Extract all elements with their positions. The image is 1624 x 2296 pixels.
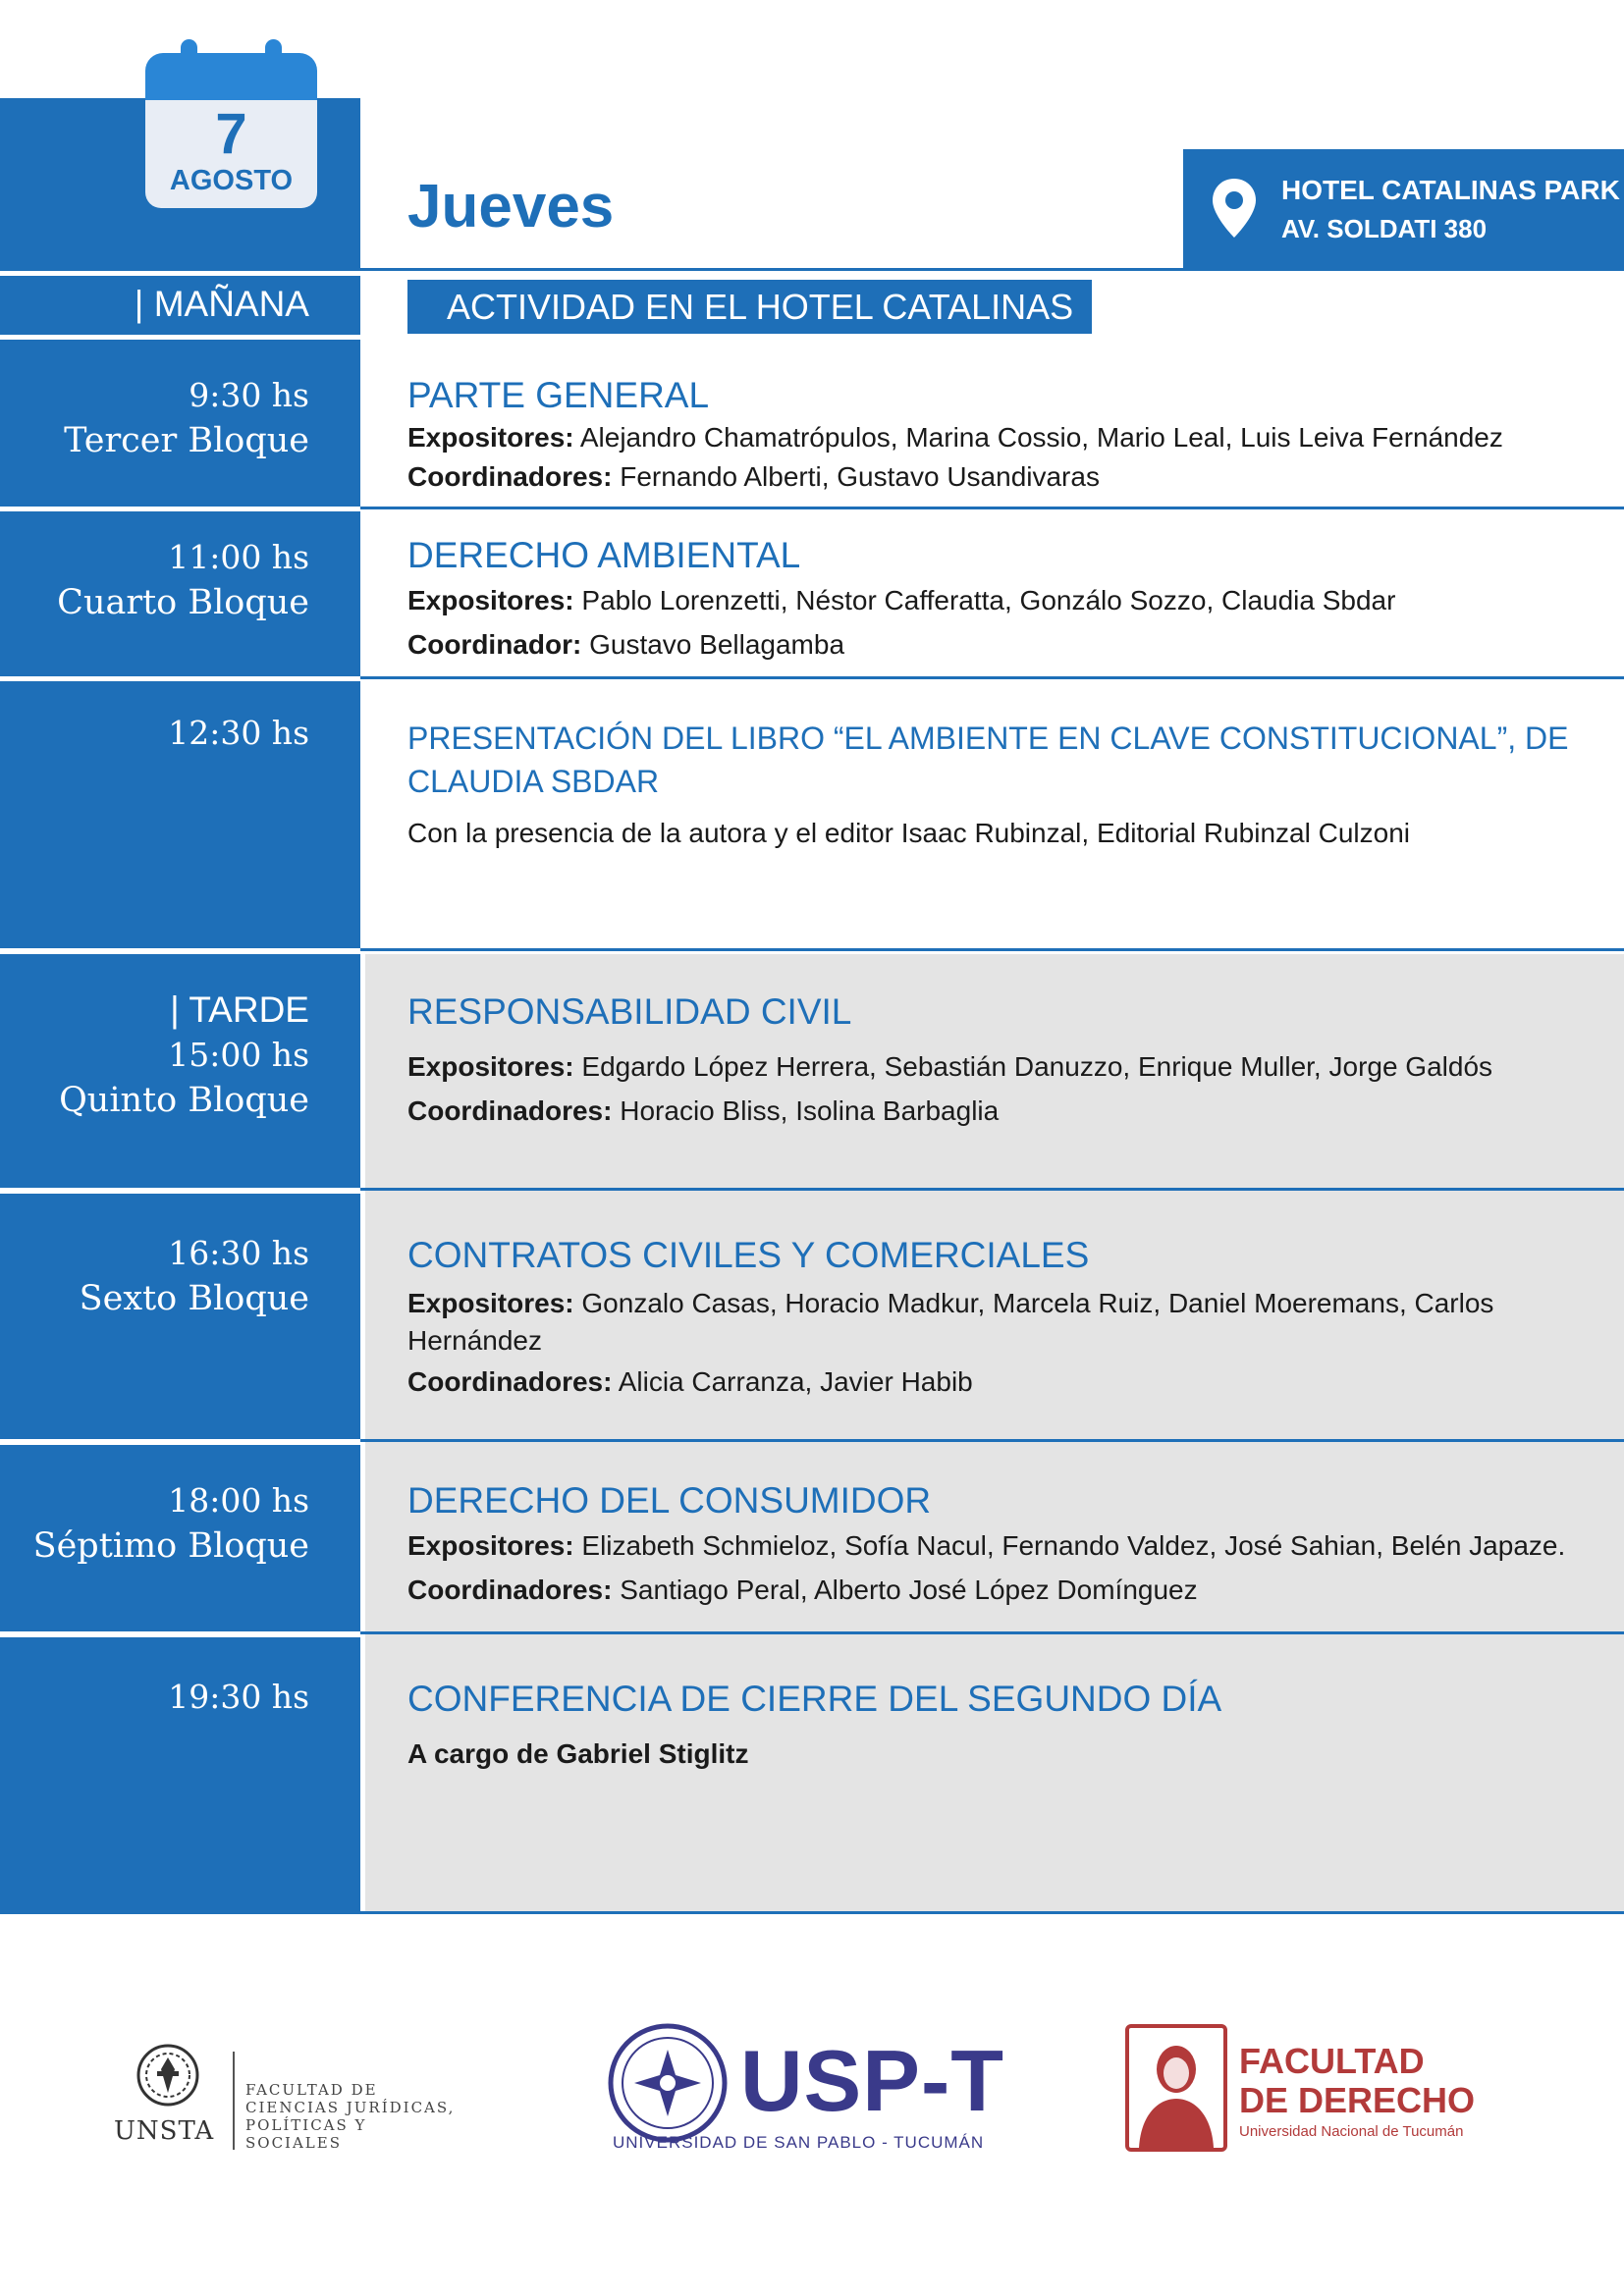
coordinators: Fernando Alberti, Gustavo Usandivaras	[620, 461, 1100, 492]
coordinators: Horacio Bliss, Isolina Barbaglia	[620, 1095, 1000, 1126]
speakers-label: Expositores:	[407, 1288, 574, 1318]
left-gap	[0, 1188, 360, 1194]
calendar-day: 7	[215, 102, 247, 166]
block-content-7	[407, 1677, 1586, 1776]
left-gap	[0, 1439, 360, 1445]
coordinators-label: Coordinadores:	[407, 1575, 613, 1605]
section-morning-label-cell	[0, 276, 360, 335]
block-time: 9:30 hs	[189, 376, 309, 414]
fd-portrait-icon	[1125, 2024, 1227, 2152]
venue-address: AV. SOLDATI 380	[1281, 214, 1488, 243]
block-content-2	[407, 533, 1586, 667]
speakers-line	[407, 1284, 1586, 1323]
block-note: Con la presencia de la autora y el editor Isaac Rubinzal, Editorial Rubinzal Culzoni	[407, 818, 1411, 848]
speakers: Edgardo López Herrera, Sebastián Danuzzo, Enrique Muller, Jorge Galdós	[581, 1051, 1493, 1082]
coordinators-label: Coordinadores:	[407, 1095, 613, 1126]
page-title: Jueves	[407, 173, 615, 240]
fd-line2: DE DERECHO	[1239, 2080, 1476, 2120]
venue-box	[1183, 149, 1624, 268]
unsta-logo	[110, 2042, 463, 2160]
section-afternoon-label: | TARDE	[170, 989, 309, 1030]
time-cell-4	[0, 954, 360, 1188]
speakers: Elizabeth Schmieloz, Sofía Nacul, Fernando Valdez, José Sahian, Belén Japaze.	[581, 1530, 1566, 1561]
block-time: 19:30 hs	[168, 1678, 309, 1716]
unsta-faculty-line: FACULTAD DE	[245, 2081, 378, 2099]
block-name: Quinto Bloque	[59, 1081, 309, 1120]
coordinators: Gustavo Bellagamba	[589, 629, 845, 660]
block-time: 18:00 hs	[168, 1481, 309, 1520]
speakers-line-2: Hernández	[407, 1325, 542, 1356]
block-content-4	[407, 989, 1586, 1133]
speakers-label: Expositores:	[407, 1051, 574, 1082]
left-gap	[0, 1631, 360, 1637]
speakers-line	[407, 1044, 1586, 1089]
time-cell-3	[0, 681, 360, 948]
coordinators-line	[407, 1089, 1586, 1133]
speakers-line	[407, 1523, 1586, 1568]
coordinators-line	[407, 622, 1586, 667]
left-gap	[0, 507, 360, 511]
block-content-3	[407, 717, 1586, 855]
calendar-icon	[145, 39, 317, 208]
morning-banner: ACTIVIDAD EN EL HOTEL CATALINAS	[407, 280, 1092, 334]
location-pin-icon	[1211, 177, 1258, 240]
unsta-faculty-line: CIENCIAS JURÍDICAS,	[245, 2099, 456, 2116]
block-name: Sexto Bloque	[79, 1279, 309, 1318]
coordinators-label: Coordinadores:	[407, 1366, 613, 1397]
coordinators: Santiago Peral, Alberto José López Domínguez	[620, 1575, 1198, 1605]
coordinators-label: Coordinadores:	[407, 461, 613, 492]
fd-line3: Universidad Nacional de Tucumán	[1239, 2123, 1464, 2140]
block-note: A cargo de Gabriel Stiglitz	[407, 1738, 749, 1769]
block-title: PARTE GENERAL	[407, 375, 710, 415]
fd-line1: FACULTAD	[1239, 2041, 1425, 2081]
speakers-label: Expositores:	[407, 585, 574, 615]
block-title: RESPONSABILIDAD CIVIL	[407, 991, 852, 1032]
block-title: DERECHO AMBIENTAL	[407, 535, 801, 575]
time-cell-1	[0, 340, 360, 507]
speakers: Gonzalo Casas, Horacio Madkur, Marcela Ruiz, Daniel Moeremans, Carlos	[581, 1288, 1494, 1318]
speakers: Pablo Lorenzetti, Néstor Cafferatta, Gonzálo Sozzo, Claudia Sbdar	[581, 585, 1396, 615]
block-name: Tercer Bloque	[64, 421, 309, 460]
block-title-line1: PRESENTACIÓN DEL LIBRO “EL AMBIENTE EN CLAVE CONSTITUCIONAL”, DE	[407, 721, 1569, 756]
block-title: CONTRATOS CIVILES Y COMERCIALES	[407, 1235, 1090, 1275]
time-cell-5	[0, 1194, 360, 1439]
uspt-logo	[603, 2022, 1015, 2160]
calendar-month: AGOSTO	[169, 165, 294, 196]
left-gap	[0, 948, 360, 954]
uspt-sub: UNIVERSIDAD DE SAN PABLO - TUCUMÁN	[613, 2133, 985, 2152]
top-divider	[0, 268, 1624, 271]
uspt-name: USP-T	[740, 2032, 1004, 2129]
block-time: 15:00 hs	[168, 1036, 309, 1074]
block-title: CONFERENCIA DE CIERRE DEL SEGUNDO DÍA	[407, 1679, 1222, 1719]
block-title: DERECHO DEL CONSUMIDOR	[407, 1480, 932, 1521]
block-content-6	[407, 1478, 1586, 1612]
speakers-line	[407, 418, 1586, 457]
block-title-line2: CLAUDIA SBDAR	[407, 764, 660, 799]
time-cell-6	[0, 1445, 360, 1631]
block-content-1	[407, 373, 1586, 497]
uspt-seal-icon	[607, 2022, 729, 2144]
coordinators-line	[407, 1359, 1586, 1406]
bottom-divider	[0, 1911, 1624, 1914]
speakers: Alejandro Chamatrópulos, Marina Cossio, Mario Leal, Luis Leiva Fernández	[579, 422, 1503, 453]
coordinators-line	[407, 1568, 1586, 1612]
block-content-5	[407, 1233, 1586, 1406]
speakers-label: Expositores:	[407, 1530, 574, 1561]
fd-logo	[1125, 2024, 1538, 2162]
block-time: 16:30 hs	[168, 1234, 309, 1272]
unsta-faculty	[245, 2081, 463, 2152]
block-time: 12:30 hs	[168, 714, 309, 752]
coordinators: Alicia Carranza, Javier Habib	[618, 1366, 973, 1397]
block-name: Cuarto Bloque	[57, 583, 309, 622]
coordinators-line	[407, 457, 1586, 497]
block-time: 11:00 hs	[168, 538, 309, 576]
venue-name: HOTEL CATALINAS PARK	[1281, 175, 1620, 205]
block-name: Séptimo Bloque	[32, 1526, 309, 1566]
left-gap	[0, 676, 360, 681]
section-morning-label: | MAÑANA	[134, 284, 309, 324]
time-cell-7	[0, 1637, 360, 1911]
unsta-faculty-line: POLÍTICAS Y SOCIALES	[245, 2116, 367, 2152]
unsta-name: UNSTA	[114, 2116, 215, 2146]
unsta-crest-icon	[134, 2042, 202, 2112]
coordinators-label: Coordinador:	[407, 629, 582, 660]
speakers-line	[407, 578, 1586, 622]
speakers-label: Expositores:	[407, 422, 574, 453]
unsta-separator	[233, 2052, 235, 2150]
left-gap	[0, 335, 360, 340]
time-cell-2	[0, 511, 360, 676]
